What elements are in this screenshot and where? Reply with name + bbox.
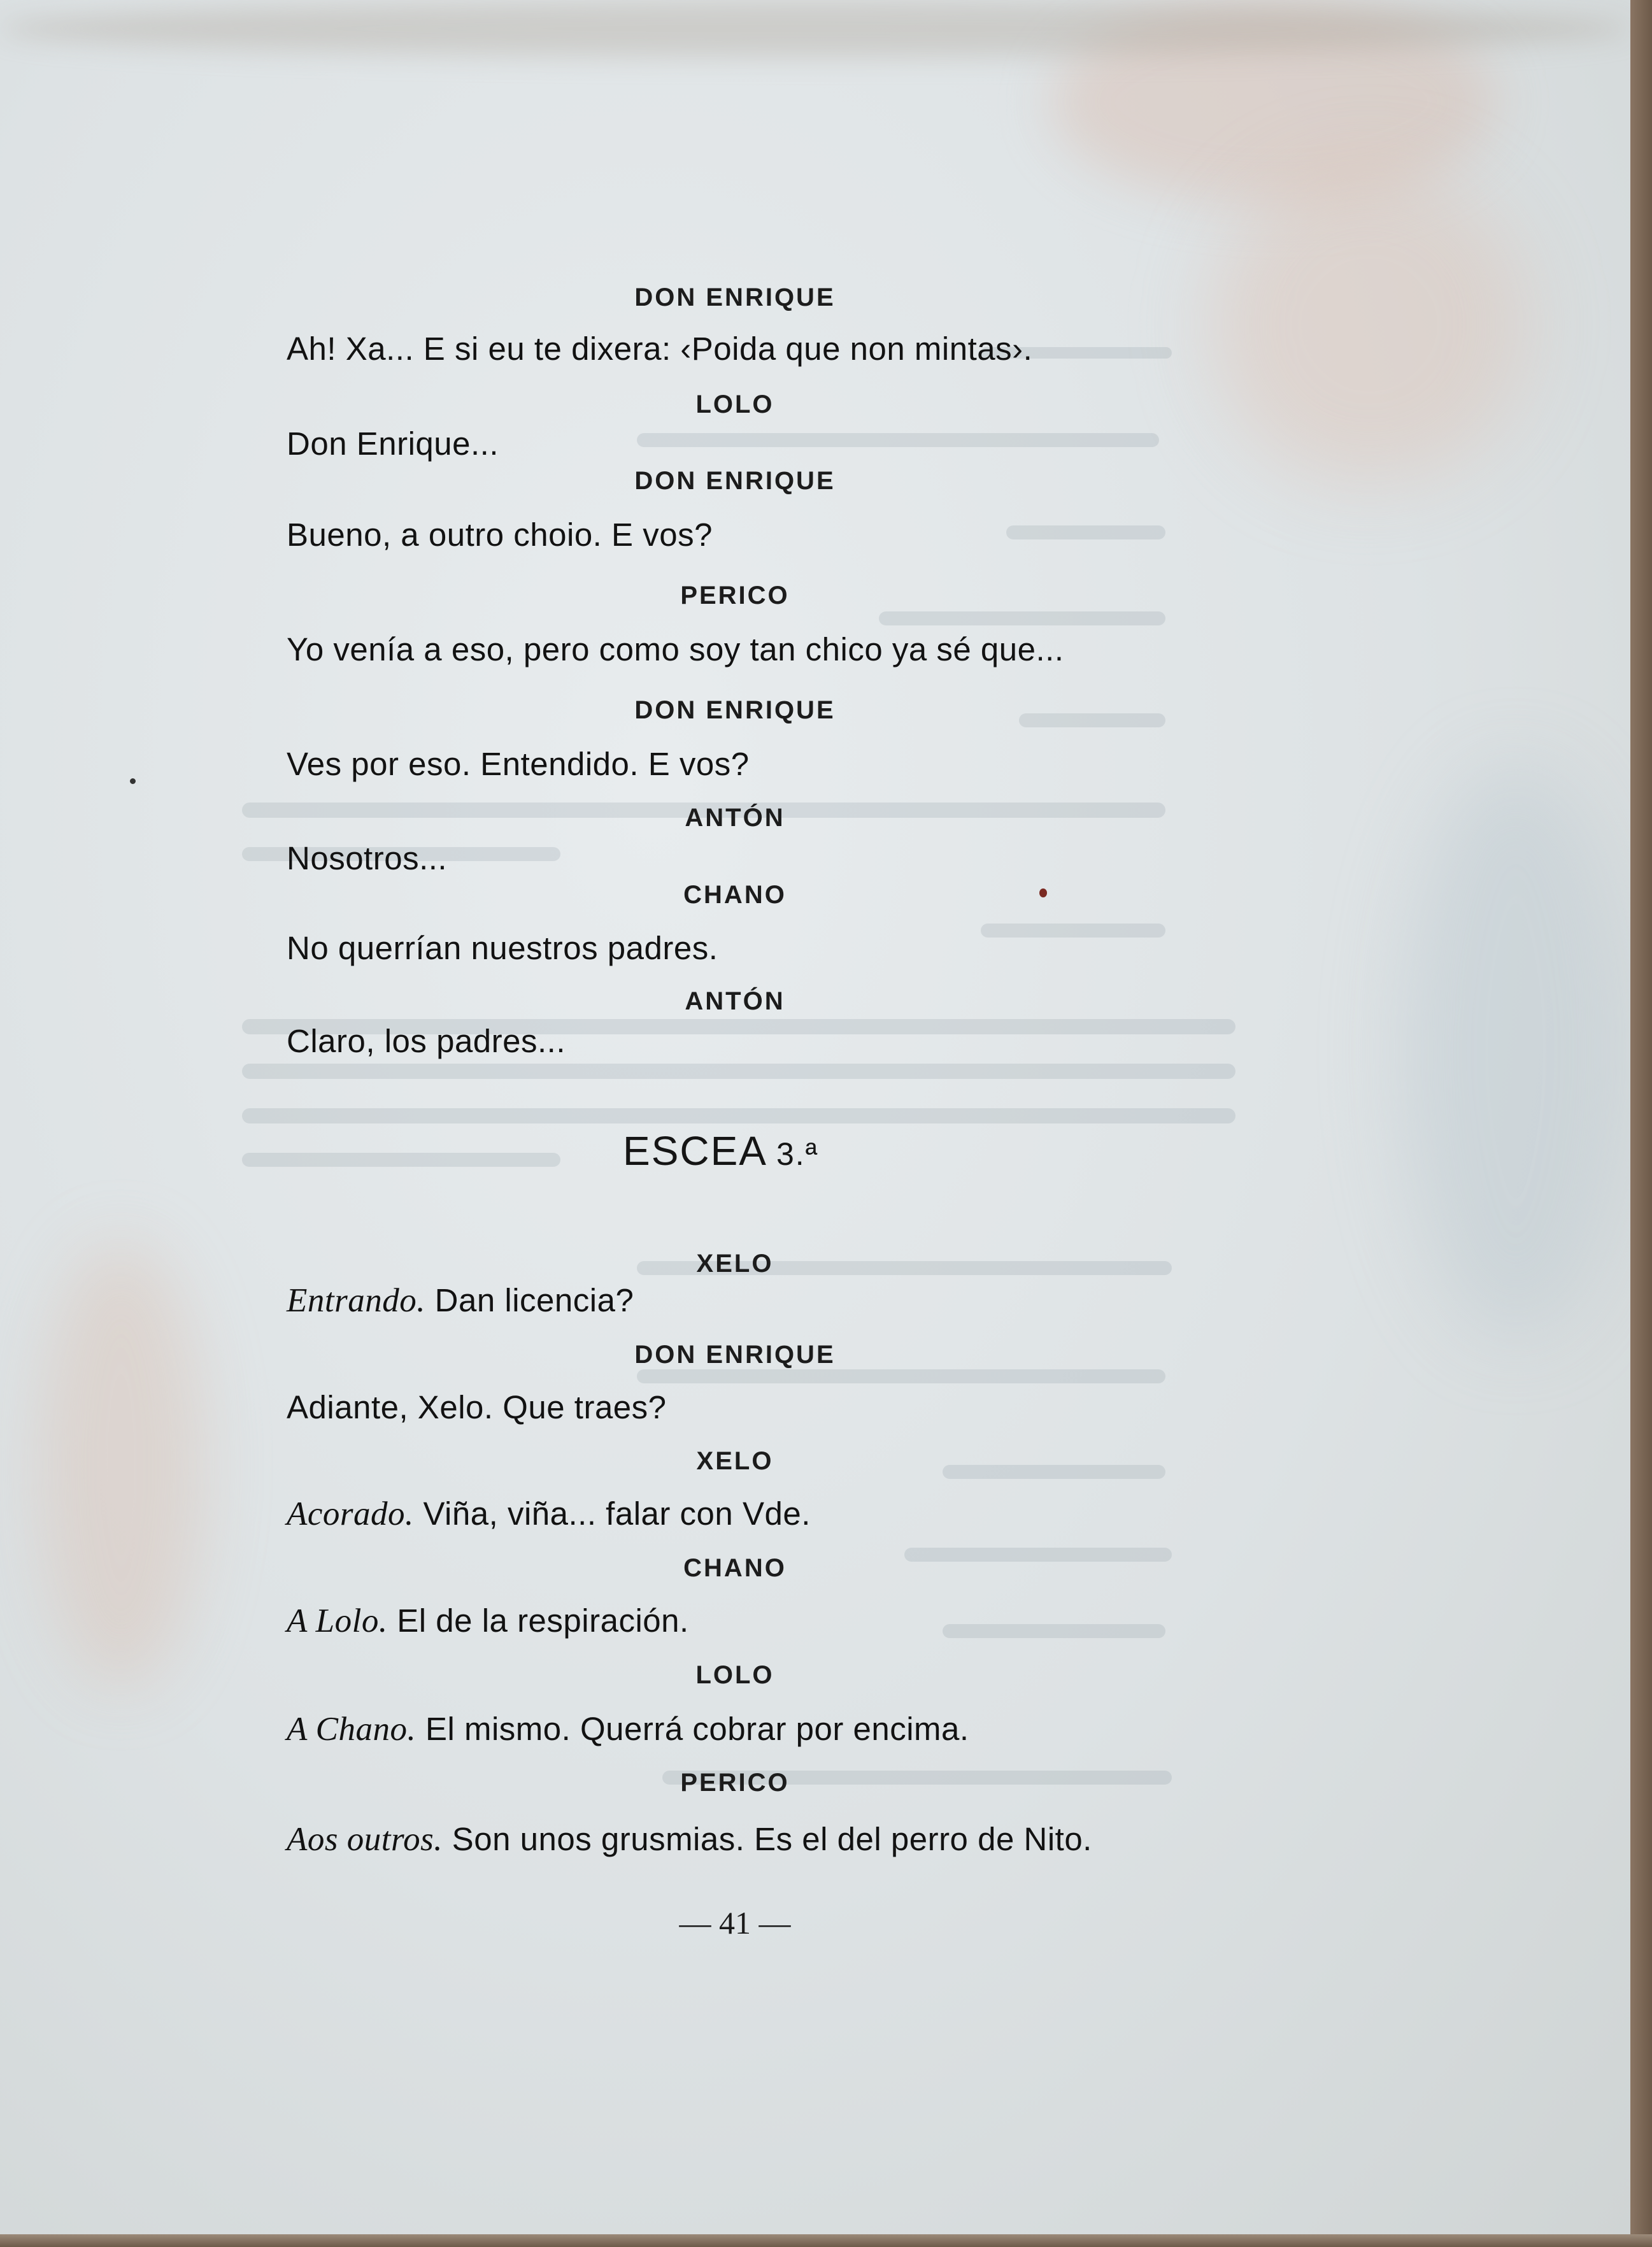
dialogue-line: [287, 839, 447, 877]
bleed-line: [242, 1108, 1235, 1124]
stage-direction: A Lolo.: [287, 1602, 388, 1639]
speaker-name: PERICO: [680, 581, 790, 610]
dialogue-line: [287, 1495, 811, 1533]
dialogue-line: [287, 1710, 969, 1748]
speaker-name: ANTÓN: [685, 804, 785, 832]
dialogue-line: [287, 1281, 634, 1320]
page-number: — 41 —: [679, 1905, 791, 1941]
speaker-name: DON ENRIQUE: [634, 283, 836, 311]
speaker-name: DON ENRIQUE: [634, 1341, 836, 1369]
bleed-line: [981, 924, 1165, 938]
speaker-name: CHANO: [683, 881, 787, 909]
dialogue-line: [287, 631, 1064, 668]
line-text: Claro, los padres...: [287, 1023, 566, 1059]
dialogue-line: [287, 1022, 566, 1060]
speaker-name: CHANO: [683, 1554, 787, 1582]
scene-number: 3.ª: [776, 1136, 819, 1172]
bleed-line: [637, 1369, 1165, 1383]
scene-title: ESCEA: [623, 1128, 767, 1174]
bleed-line: [1006, 525, 1165, 539]
speaker-name: XELO: [696, 1250, 774, 1278]
stage-direction: Acorado.: [287, 1495, 414, 1532]
speaker-name: PERICO: [680, 1769, 790, 1797]
dialogue-line: [287, 1388, 667, 1426]
dialogue-line: [287, 425, 499, 462]
speaker-name: DON ENRIQUE: [634, 696, 836, 724]
stage-direction: Aos outros.: [287, 1821, 443, 1858]
speaker-name: LOLO: [695, 390, 774, 418]
dialogue-line: [287, 929, 718, 967]
stage-direction: A Chano.: [287, 1711, 417, 1748]
bleed-line: [879, 611, 1165, 625]
bleed-line: [242, 1153, 560, 1167]
line-text: El de la respiración.: [387, 1602, 689, 1639]
line-text: El mismo. Querrá cobrar por encima.: [416, 1711, 969, 1747]
line-text: Don Enrique...: [287, 425, 499, 462]
line-text: Ves por eso. Entendido. E vos?: [287, 746, 750, 782]
bleed-line: [242, 1064, 1235, 1079]
stage-direction: Entrando.: [287, 1282, 425, 1319]
line-text: Ah! Xa... E si eu te dixera: ‹Poida que non mintas›.: [287, 331, 1033, 367]
bleed-line: [943, 1624, 1165, 1638]
dialogue-line: [287, 516, 713, 553]
speaker-name: XELO: [696, 1447, 774, 1475]
speaker-name: DON ENRIQUE: [634, 467, 836, 495]
dialogue-line: [287, 1820, 1092, 1858]
dialogue-line: [287, 330, 1032, 367]
book-bottom-edge: [0, 2234, 1652, 2247]
speaker-name: LOLO: [695, 1661, 774, 1689]
speaker-name: ANTÓN: [685, 987, 785, 1015]
line-text: Bueno, a outro choio. E vos?: [287, 517, 713, 553]
scene-heading: [623, 1127, 818, 1174]
line-text: Dan licencia?: [425, 1282, 634, 1318]
book-binding-edge: [1630, 0, 1652, 2247]
dialogue-line: [287, 1602, 689, 1640]
line-text: Yo venía a eso, pero como soy tan chico ya sé que...: [287, 631, 1064, 667]
line-text: Viña, viña... falar con Vde.: [413, 1495, 811, 1532]
line-text: Son unos grusmias. Es el del perro de Nito.: [443, 1821, 1092, 1857]
bleed-line: [637, 433, 1159, 447]
line-text: Nosotros...: [287, 840, 448, 876]
line-text: Adiante, Xelo. Que traes?: [287, 1389, 667, 1425]
line-text: No querrían nuestros padres.: [287, 930, 718, 966]
dialogue-line: [287, 745, 750, 783]
